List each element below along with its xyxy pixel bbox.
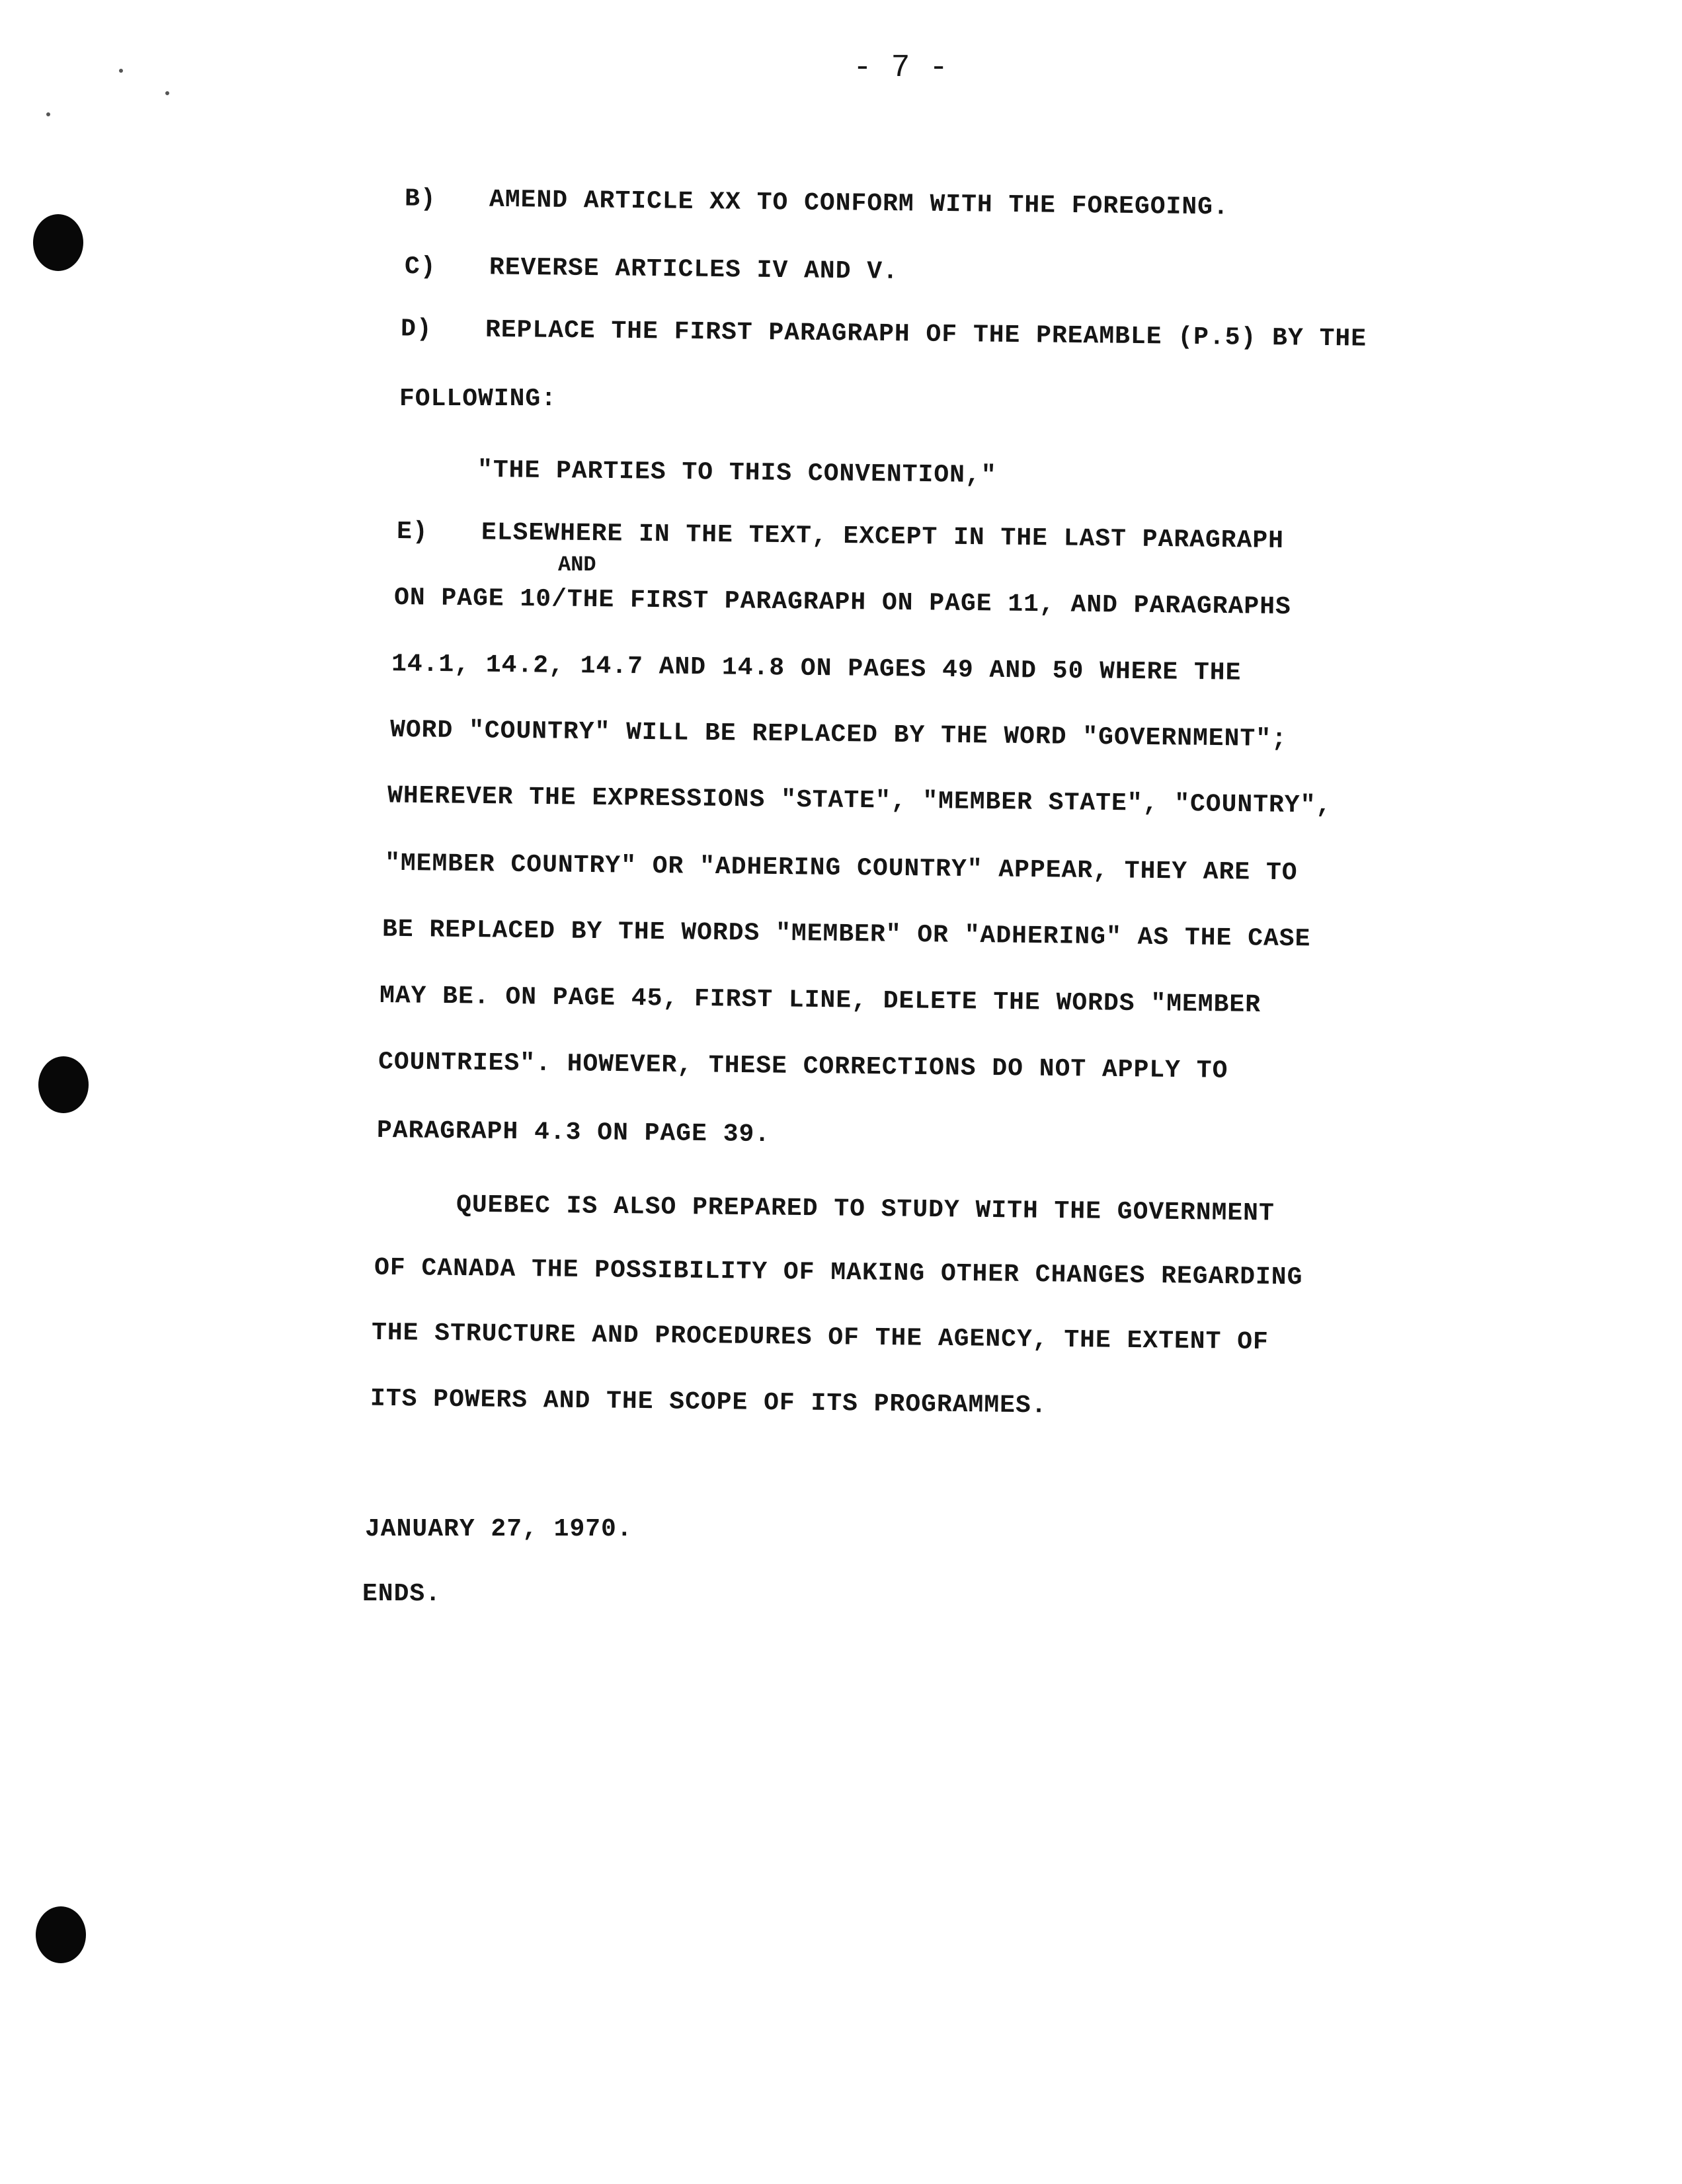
item-b-marker: B) <box>404 184 436 214</box>
item-b-text: AMEND ARTICLE XX TO CONFORM WITH THE FOREGOING. <box>489 185 1229 222</box>
closing-paragraph-line-3: THE STRUCTURE AND PROCEDURES OF THE AGENCY, THE EXTENT OF <box>371 1318 1269 1357</box>
punch-hole-top <box>33 214 83 271</box>
item-e-line-9: COUNTRIES". HOWEVER, THESE CORRECTIONS DO NOT APPLY TO <box>378 1048 1228 1085</box>
punch-hole-bottom <box>36 1906 86 1963</box>
item-e-line-1 <box>397 518 1284 556</box>
item-e-line-3: 14.1, 14.2, 14.7 AND 14.8 ON PAGES 49 AND 50 WHERE THE <box>391 650 1242 687</box>
item-e-line-6: "MEMBER COUNTRY" OR "ADHERING COUNTRY" APPEAR, THEY ARE TO <box>384 849 1298 888</box>
item-d-continuation: FOLLOWING: <box>399 385 557 413</box>
item-b <box>405 184 1229 222</box>
punch-hole-middle <box>38 1056 89 1113</box>
item-e-line-8: MAY BE. ON PAGE 45, FIRST LINE, DELETE THE WORDS "MEMBER <box>379 982 1262 1019</box>
document-date: JANUARY 27, 1970. <box>365 1515 633 1543</box>
item-c-marker: C) <box>404 253 436 282</box>
item-e-line-7: BE REPLACED BY THE WORDS "MEMBER" OR "ADHERING" AS THE CASE <box>381 915 1311 954</box>
preamble-quote: "THE PARTIES TO THIS CONVENTION," <box>477 455 997 490</box>
item-e-line-4: WORD "COUNTRY" WILL BE REPLACED BY THE WORD "GOVERNMENT"; <box>389 715 1288 754</box>
closing-paragraph-line-1: QUEBEC IS ALSO PREPARED TO STUDY WITH THE GOVERNMENT <box>456 1190 1275 1228</box>
item-d <box>401 315 1367 354</box>
item-c-text: REVERSE ARTICLES IV AND V. <box>489 253 899 286</box>
item-c <box>405 253 899 287</box>
item-d-text: REPLACE THE FIRST PARAGRAPH OF THE PREAMBLE (P.5) BY THE <box>485 315 1367 354</box>
item-e-text-1: ELSEWHERE IN THE TEXT, EXCEPT IN THE LAST PARAGRAPH <box>481 518 1285 556</box>
item-e-line-2: ON PAGE 10/THE FIRST PARAGRAPH ON PAGE 11, AND PARAGRAPHS <box>393 583 1292 622</box>
page-number: - 7 - <box>853 50 949 86</box>
scan-speck <box>119 69 123 73</box>
item-e-line-10: PARAGRAPH 4.3 ON PAGE 39. <box>376 1116 771 1150</box>
item-e-line-5: WHEREVER THE EXPRESSIONS "STATE", "MEMBER STATE", "COUNTRY", <box>387 781 1332 820</box>
end-mark: ENDS. <box>362 1580 442 1608</box>
closing-paragraph-line-4: ITS POWERS AND THE SCOPE OF ITS PROGRAMMES. <box>370 1384 1047 1421</box>
scan-speck <box>165 91 169 95</box>
item-e-marker: E) <box>396 517 428 547</box>
scan-speck <box>46 112 50 116</box>
item-d-marker: D) <box>400 315 432 344</box>
closing-paragraph-line-2: OF CANADA THE POSSIBILITY OF MAKING OTHER CHANGES REGARDING <box>374 1253 1303 1292</box>
handwritten-insertion: AND <box>558 553 596 577</box>
